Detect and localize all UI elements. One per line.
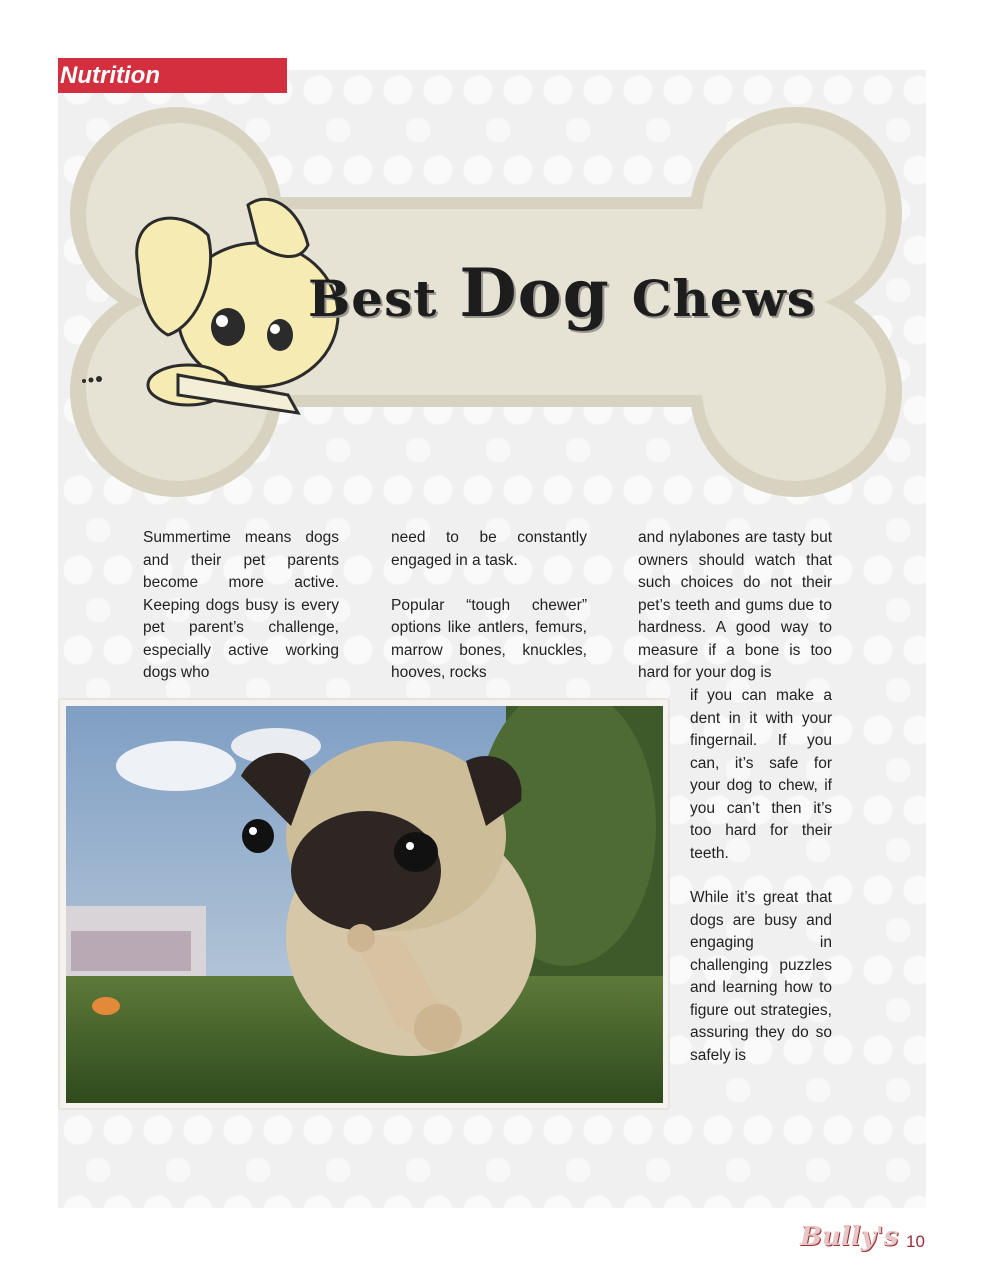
article-column-3-bottom: While it’s great that dogs are busy and engaging in challenging puzzles and learning how to figure out strategies, assuring they do so safely is: [690, 889, 832, 1064]
article-column-3-top: and nylabones are tasty but owners should watch that such choices do not their pet’s teeth and gums due to hardness. A good way to measure if a bone is too hard for your dog is: [638, 529, 832, 681]
article-column-1: Summertime means dogs and their pet parents become more active. Keeping dogs busy is every pet parent’s challenge, especially active working dogs who: [143, 529, 339, 681]
title-word-dog: Dog: [459, 254, 610, 332]
article-column-2-para-2: Popular “tough chewer” options like antlers, femurs, marrow bones, knuckles, hooves, rocks: [391, 596, 587, 681]
title-word-best: Best: [308, 269, 438, 328]
page-number: 10: [906, 1232, 925, 1251]
section-label: Nutrition: [58, 58, 287, 93]
article-column-3-middle: if you can make a dent in it with your fingernail. If you can, it’s safe for your dog to chew, if you can’t then it’s too hard for their teeth.: [690, 687, 832, 862]
pug-photo: [66, 706, 663, 1103]
article-column-2: [391, 527, 587, 685]
title-word-chews: Chews: [631, 269, 816, 328]
page-title: [308, 248, 838, 338]
magazine-logo: Bully's: [800, 1222, 899, 1252]
article-column-2-para-1: need to be constantly engaged in a task.: [391, 529, 587, 569]
